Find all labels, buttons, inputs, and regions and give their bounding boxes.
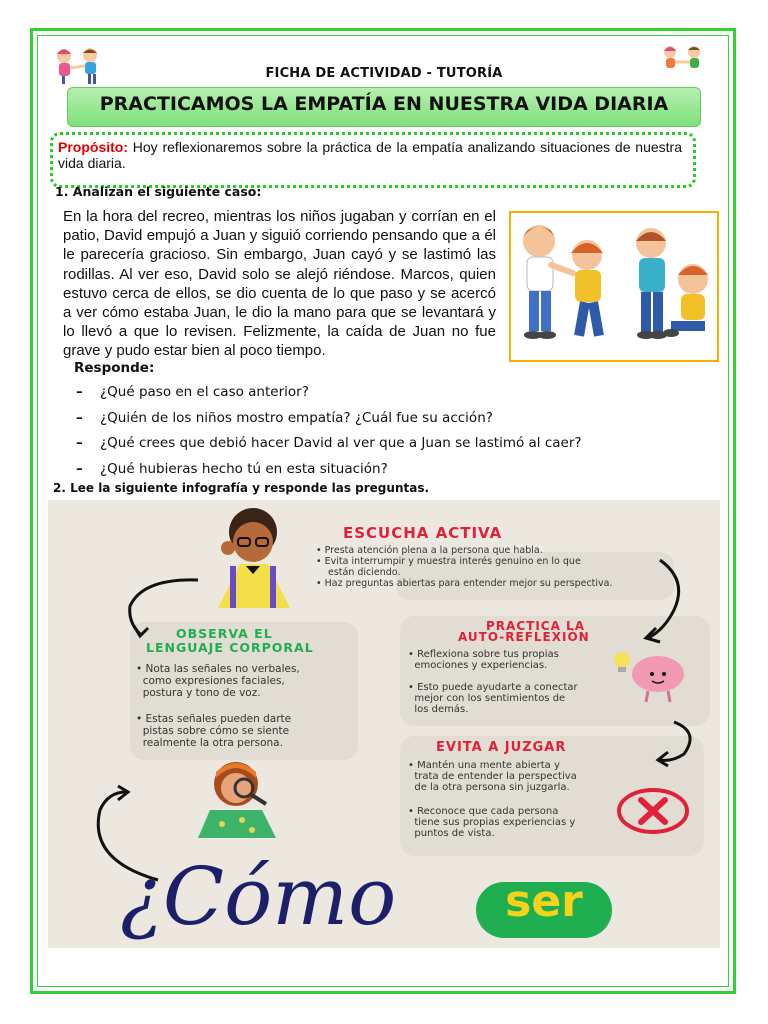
practica-title-2: AUTO-REFLEXIÓN bbox=[458, 630, 590, 644]
question-text: ¿Qué crees que debió hacer David al ver que a Juan se lastimó al caer? bbox=[100, 435, 582, 451]
observa-text-2a: Estas señales pueden darte bbox=[145, 713, 292, 725]
observa-text-2b: pistas sobre cómo se siente bbox=[142, 725, 290, 737]
observa-title-1: OBSERVA EL bbox=[176, 626, 273, 641]
observa-text-1a: Nota las señales no verbales, bbox=[145, 663, 300, 675]
escucha-bullet-1: • Presta atención plena a la persona que habla. bbox=[316, 545, 543, 556]
escucha-text-1: Presta atención plena a la persona que habla. bbox=[324, 545, 543, 556]
bullet-dash: – bbox=[76, 435, 83, 451]
escucha-bullet-3: • Haz preguntas abiertas para entender mejor su perspectiva. bbox=[316, 578, 613, 589]
observa-text-2c: realmente la otra persona. bbox=[142, 737, 283, 749]
bullet-dash: – bbox=[76, 460, 83, 477]
practica-bullet-1: • Reflexiona sobre tus propias emociones y experiencias. bbox=[408, 649, 559, 671]
evita-bullet-2: • Reconoce que cada persona tiene sus propias experiencias y puntos de vista. bbox=[408, 806, 576, 839]
question-text: ¿Qué hubieras hecho tú en esta situación? bbox=[100, 460, 388, 477]
observa-title-2: LENGUAJE CORPORAL bbox=[146, 640, 314, 655]
practica-title-1: PRACTICA LA bbox=[486, 619, 585, 633]
escucha-text-2a: Evita interrumpir y muestra interés genuino en lo que bbox=[324, 556, 581, 567]
question-text: ¿Quién de los niños mostro empatía? ¿Cuál fue su acción? bbox=[100, 409, 493, 426]
section-2-heading: 2. Lee la siguiente infografía y responde las preguntas. bbox=[53, 481, 430, 495]
bullet-dash: – bbox=[76, 409, 83, 426]
observa-text-1b: como expresiones faciales, bbox=[142, 675, 285, 687]
section-1-heading: 1. Analizan el siguiente caso: bbox=[55, 184, 262, 199]
case-paragraph: En la hora del recreo, mientras los niños jugaban y corrían en el patio, David empujó a Juan y siguió corriendo pensando que a él le parecería gracioso. Sin embargo, Juan cayó y se lastimó las rodillas. Al ver eso, David solo se alejó riéndose. Marcos, quien estuvo cerca de ellos, se dio cuenta de lo que paso y se acercó a ver cómo estaba Juan, le dio la mano para que se levantará y lo llevó a que lo revisen. Felizmente, la caída de Juan no fue grave y pudo estar bien al poco tiempo. bbox=[63, 208, 496, 360]
practica-text-2b: mejor con los sentimientos de bbox=[414, 693, 566, 704]
title-banner bbox=[67, 87, 701, 127]
practica-text-1b: emociones y experiencias. bbox=[414, 660, 548, 671]
list-item bbox=[76, 410, 716, 436]
escucha-text-3: Haz preguntas abiertas para entender mejor su perspectiva. bbox=[324, 578, 613, 589]
page-title: PRACTICAMOS LA EMPATÍA EN NUESTRA VIDA DIARIA bbox=[99, 93, 669, 115]
questions-list bbox=[76, 384, 716, 486]
observa-text-1c: postura y tono de voz. bbox=[142, 687, 261, 699]
como-heading: ¿Cómo bbox=[120, 850, 397, 943]
bullet-dash: – bbox=[76, 384, 83, 400]
list-item bbox=[76, 435, 716, 461]
practica-bullet-2: • Esto puede ayudarte a conectar mejor con los sentimientos de los demás. bbox=[408, 682, 578, 715]
evita-text-1c: de la otra persona sin juzgarla. bbox=[414, 782, 570, 793]
escucha-text-2b: están diciendo. bbox=[328, 567, 401, 578]
evita-text-1b: trata de entender la perspectiva bbox=[414, 771, 577, 782]
escucha-title: ESCUCHA ACTIVA bbox=[343, 524, 503, 542]
evita-title: EVITA A JUZGAR bbox=[436, 740, 567, 755]
responde-label: Responde: bbox=[74, 360, 155, 376]
case-illustration bbox=[509, 211, 719, 362]
evita-bullet-1: • Mantén una mente abierta y trata de entender la perspectiva de la otra persona sin juzgarla. bbox=[408, 760, 577, 793]
ser-text: ser bbox=[505, 876, 583, 927]
practica-text-2c: los demás. bbox=[414, 704, 469, 715]
purpose-body: Hoy reflexionaremos sobre la práctica de la empatía analizando situaciones de nuestra vida diaria. bbox=[58, 139, 682, 171]
list-item bbox=[76, 384, 716, 410]
evita-text-2b: tiene sus propias experiencias y bbox=[414, 817, 576, 828]
empathy-infographic bbox=[48, 500, 720, 948]
activity-label: FICHA DE ACTIVIDAD - TUTORÍA bbox=[265, 66, 503, 81]
observa-bullet-2: • Estas señales pueden darte pistas sobre cómo se siente realmente la otra persona. bbox=[136, 713, 292, 749]
evita-text-1a: Mantén una mente abierta y bbox=[417, 760, 560, 771]
escucha-bullet-2: • Evita interrumpir y muestra interés genuino en lo que bbox=[316, 556, 581, 567]
practica-text-1a: Reflexiona sobre tus propias bbox=[417, 649, 559, 660]
practica-text-2a: Esto puede ayudarte a conectar bbox=[417, 682, 578, 693]
question-text: ¿Qué paso en el caso anterior? bbox=[100, 384, 309, 400]
observa-bullet-1: • Nota las señales no verbales, como expresiones faciales, postura y tono de voz. bbox=[136, 663, 300, 699]
purpose-label: Propósito: bbox=[58, 139, 128, 155]
evita-text-2a: Reconoce que cada persona bbox=[417, 806, 559, 817]
evita-text-2c: puntos de vista. bbox=[414, 828, 495, 839]
purpose-text bbox=[58, 139, 682, 171]
